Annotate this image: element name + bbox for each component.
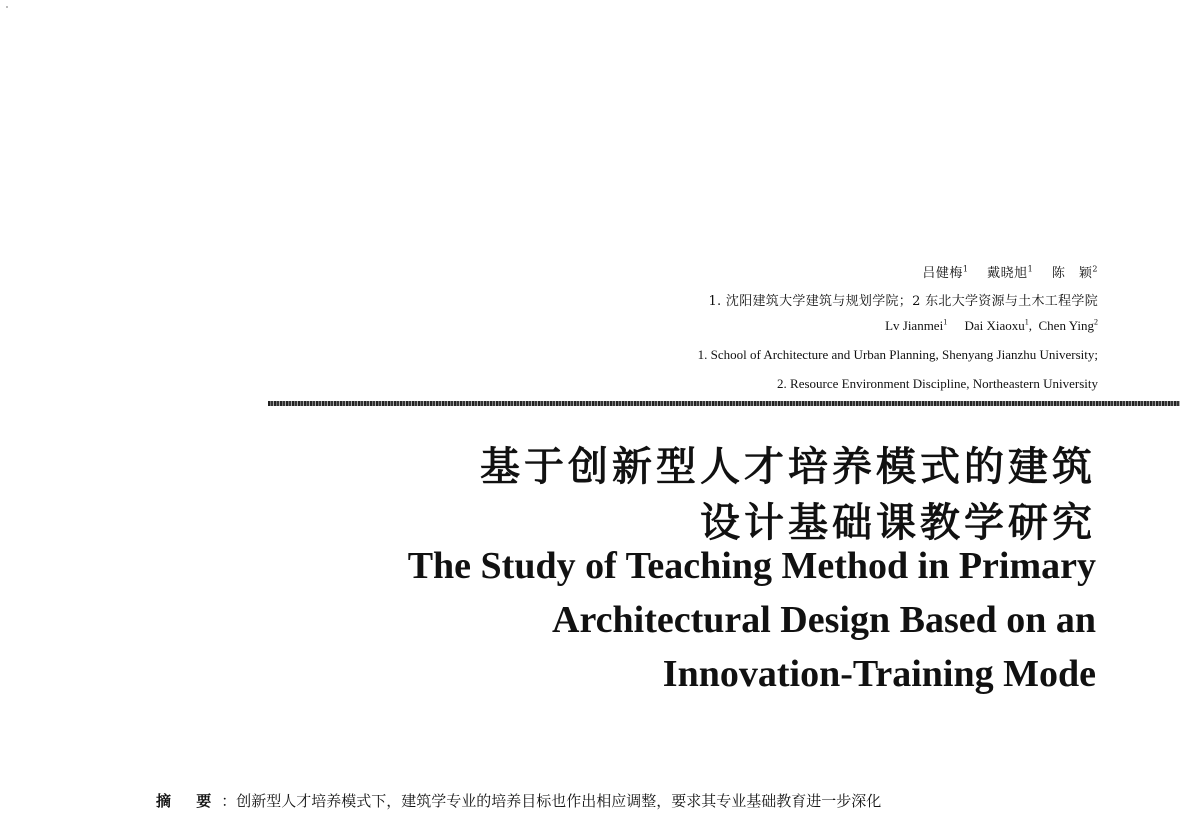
author-affil-sup: 2 (1094, 317, 1098, 327)
title-english-line-3: Innovation-Training Mode (662, 653, 1096, 695)
title-english-line-1: The Study of Teaching Method in Primary (407, 545, 1096, 587)
abstract-colon: ： (221, 792, 237, 810)
abstract-label: 摘 要 (156, 792, 222, 810)
author-name: 吕健梅 (922, 266, 963, 281)
author-name: Lv Jianmei (885, 318, 944, 333)
author-affil-sup: 1 (943, 317, 948, 327)
header-divider-rule (268, 401, 1180, 406)
affiliation-chinese: 1. 沈阳建筑大学建筑与规划学院；2 东北大学资源与土木工程学院 (708, 294, 1098, 309)
affiliation-english-2: 2. Resource Environment Discipline, Northeastern University (777, 376, 1098, 391)
author-affil-sup: 1 (1027, 264, 1034, 274)
author-affil-sup: 1 (1024, 317, 1029, 327)
author-name: Chen Ying (1038, 318, 1094, 333)
author-name: 陈 颖 (1051, 266, 1093, 281)
scan-speck (6, 6, 8, 8)
title-chinese-line-2: 设计基础课教学研究 (700, 500, 1096, 546)
author-name: 戴晓旭 (987, 266, 1028, 281)
author-name: Dai Xiaoxu (964, 318, 1025, 333)
title-english-line-2: Architectural Design Based on an (552, 599, 1096, 641)
abstract-paragraph (156, 786, 1066, 816)
abstract-text: 创新型人才培养模式下，建筑学专业的培养目标也作出相应调整，要求其专业基础教育进一步深化 (236, 792, 882, 810)
author-affil-sup: 2 (1092, 264, 1098, 274)
authors-english: Lv Jianmei$^1$ Dai Xiaoxu$^1$, Chen Ying$^2$ (885, 317, 1098, 333)
title-chinese-line-1: 基于创新型人才培养模式的建筑 (480, 444, 1096, 490)
author-affil-sup: 1 (962, 264, 969, 274)
affiliation-english-1: 1. School of Architecture and Urban Planning, Shenyang Jianzhu University; (697, 347, 1098, 362)
authors-chinese (922, 262, 1098, 281)
